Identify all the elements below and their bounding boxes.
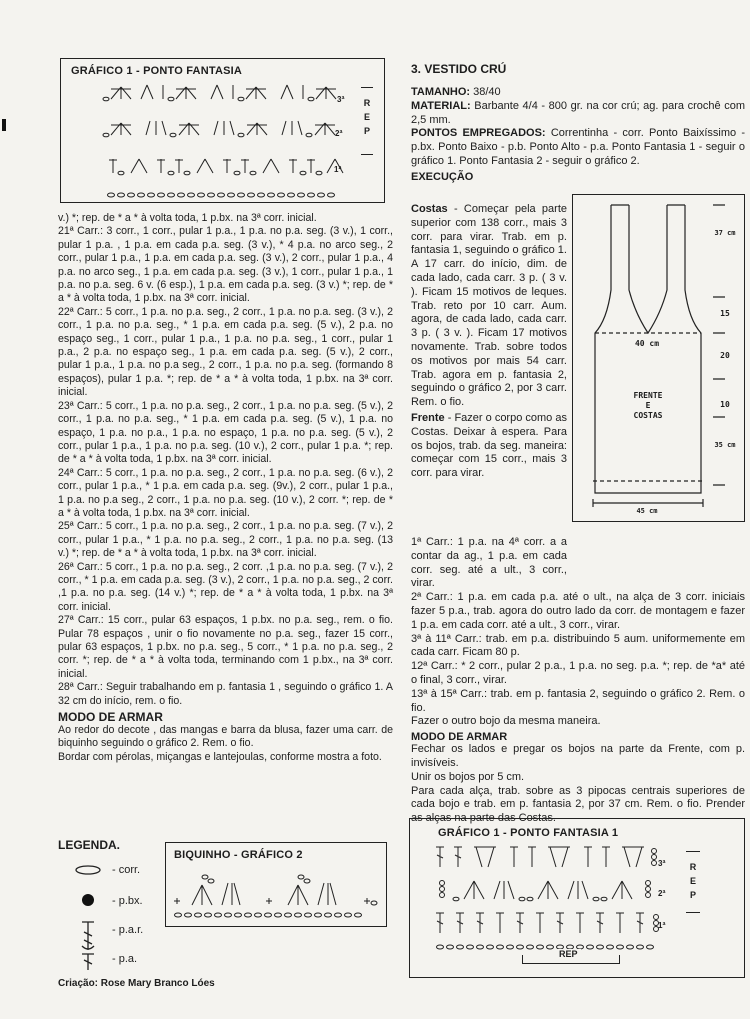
costas-text: - Começar pela parte superior com 138 corr., mais 3 corr. para virar. Trab. em p. fantasia 1, seguindo o gráfico 1. A 17 carr. do início, dim. de cada lado, cada carr. 3 p. ( 3 v. ). Ficam 15 motivos de leques. Trab. reto por 10 carr. Aum. agora, de cada lado, cada carr. 3 p. ( 3 v. ). Ficam 17 motivos novamente. Trab. sobre todos os motivos por mais 54 carr. Trab. agora em p. fantasia 2, seguindo o gráfico 2, por 3 carr. Rem. o fio.	[411, 203, 567, 409]
carr-line-3: 3ª à 11ª Carr.: trab. em p.a. distribuindo 5 aum. uniformemente em cada carr. Ficam 80 p.	[411, 632, 745, 659]
chart3-rep-e: E	[689, 876, 696, 886]
tamanho-label: TAMANHO:	[411, 86, 471, 98]
legend-corr: - corr.	[112, 864, 141, 876]
modo-line-1: Fechar os lados e pregar os bojos na parte da Frente, com p. invisíveis.	[411, 743, 745, 769]
left-para-0: v.) *; rep. de * a * à volta toda, 1 p.bx. na 3ª corr. inicial.	[58, 212, 317, 224]
chart1-row-label-3: 3ª	[337, 95, 345, 104]
left-para-21: 21ª Carr.: 3 corr., 1 corr., pular 1 p.a., 1 p.a. no p.a. seg. (3 v.), 1 corr., pular 1 p.a. , 1 p.a. em cada p.a. seg. (3 v.), * 4 p.a. no arco seg., 2 corr., pular 1 p.a., 1 p.a. em cada p.a. seg. (3 v.), 2 corr., pular 1 p.a., 4 p.a. no arco seg., 1 p.a. em cada p.a. seg. (3 v.), 1 corr., pular 1 p.a., 1 p.a. no p.a. seg. 6 v. (6 esp.), 1 p.a. em cada p.a. seg. (3 v.) *; rep. de * a * à volta toda, 1 p.bx. na 3ª corr. inicial.	[58, 225, 393, 305]
chart1-box	[60, 58, 385, 203]
left-para-25: 25ª Carr.: 5 corr., 1 p.a. no p.a. seg., 2 corr., 1 p.a. no p.a. seg. (7 v.), 2 corr., pular 1 p.a., * 1 p.a. no p.a. seg., 2 corr., 1 p.a. no p.a. seg. (13 v.) *; rep. de * a * à volta toda, 1 p.bx. na 3ª corr. inicial.	[58, 520, 393, 560]
chart1-row-label-1: 1ª	[334, 165, 342, 174]
chart3-row-label-2: 2ª	[658, 889, 666, 898]
left-modo-p1: Ao redor do decote , das mangas e barra da blusa, fazer uma carr. de biquinho seguindo o gráfico 2. Rem. o fio.	[58, 724, 393, 750]
chart3-row-label-3: 3ª	[658, 859, 666, 868]
dc-icon	[82, 954, 94, 970]
chart1-rep-e: E	[363, 112, 370, 122]
dress-width-40: 40 cm	[634, 339, 660, 348]
chart1-rep-p: P	[363, 126, 370, 136]
chart3-row3-stitches	[436, 847, 657, 867]
carr-line-12: 12ª Carr.: * 2 corr., pular 2 p.a., 1 p.a. no seg. p.a. *; rep. de *a* até o final, 3 corr., virar.	[411, 660, 745, 686]
costas-label: Costas	[411, 203, 448, 215]
left-modo-p2: Bordar com pérolas, miçangas e lantejoulas, conforme mostra a foto.	[58, 750, 382, 763]
costas-block	[411, 203, 567, 481]
right-heading: 3. VESTIDO CRÚ	[411, 62, 507, 76]
chart2-title: BIQUINHO - GRÁFICO 2	[174, 849, 303, 861]
right-carr-block	[411, 536, 745, 826]
legend-par: - p.a.r.	[112, 924, 144, 936]
chain-icon	[76, 866, 100, 874]
chart3-rep-p: P	[689, 890, 696, 900]
frente-text: - Fazer o corpo como as Costas. Deixar à espera. Para os bojos, trab. da seg. maneira: começar com 15 corr., mais 3 corr. para virar.	[411, 411, 567, 480]
chart1-chain-links	[103, 97, 322, 175]
dress-h-35: 35 cm	[714, 441, 736, 449]
chart3-box	[409, 818, 745, 978]
chart1-row3-stitches	[111, 85, 336, 99]
left-para-26: 26ª Carr.: 5 corr., 1 p.a. no p.a. seg., 2 corr. ,1 p.a. no p.a. seg. (7 v.), 2 corr., * 1 p.a. em cada p.a. seg. (3 v.), 2 corr., 1 p.a. no p.a. seg., 2 corr. ,1 p.a. no p.a. seg. (14 v.) *; rep. de * a * à volta toda, 1 p.bx. na 3ª corr. inicial.	[58, 560, 393, 613]
legend-pa: - p.a.	[112, 953, 138, 965]
right-modo-heading: MODO DE ARMAR	[411, 731, 508, 744]
chart3-row1-stitches	[436, 913, 659, 933]
chart1-row1-stitches	[109, 159, 343, 173]
chart3-symbols	[434, 843, 664, 955]
dress-h-20: 20	[720, 351, 730, 360]
frente-label: Frente	[411, 411, 445, 424]
chart1-title: GRÁFICO 1 - PONTO FANTASIA	[71, 65, 243, 77]
dress-label-costas: COSTAS	[633, 411, 663, 420]
right-intro	[411, 86, 745, 183]
legend-symbols	[74, 860, 104, 972]
carr-line-2: 2ª Carr.: 1 p.a. em cada p.a. até o ult., na alça de 3 corr. iniciais fazer 5 p.a., trab. agora do outro lado da corr. de montagem e fazer 1 p.a. em cada corr. até a ult., 3 corr., virar.	[411, 591, 745, 631]
dress-h-10: 10	[720, 400, 730, 409]
dress-width-45: 45 cm	[636, 507, 658, 515]
legend-pbx: - p.bx.	[112, 895, 143, 907]
raised-dc-icon	[82, 922, 94, 950]
left-para-24: 24ª Carr.: 5 corr., 1 p.a. no p.a. seg., 2 corr., 1 p.a. no p.a. seg. (6 v.), 2 corr., pular 1 p.a., * 1 p.a. em cada p.a. seg. (9v.), 2 corr., pular 1 p.a., 1 p.a. no p.a seg., 2 corr., 1 p.a. no p.a. seg. (10 v.), 2 corr. *; rep. de * a * à volta toda, 1 p.bx. na 3ª corr. inicial.	[58, 466, 393, 519]
chart2-box	[165, 842, 387, 927]
carr-line-1: 1ª Carr.: 1 p.a. na 4ª corr. a a contar da ag., 1 p.a. em cada corr. seg. até a ult., 3 corr., virar.	[411, 536, 567, 590]
chart1-rep-r: R	[363, 98, 371, 108]
left-para-28: 28ª Carr.: Seguir trabalhando em p. fantasia 1 , seguindo o gráfico 1. A 32 cm do início, rem. o fio.	[58, 681, 393, 707]
chart1-chain-base	[108, 193, 335, 197]
tamanho-value: 38/40	[473, 86, 501, 98]
modo-line-3: Para cada alça, trab. sobre as 3 pipocas centrais superiores de cada bojo e trab. em p. fantasia 2, por 37 cm. Rem. o fio. Prender as alças na parte das Costas.	[411, 784, 745, 825]
left-para-23: 23ª Carr.: 5 corr., 1 p.a. no p.a. seg., 2 corr., 1 p.a. no p.a. seg. (5 v.), 2 corr., 1 p.a. no p.a. seg., * 1 p.a. em cada p.a. seg. (5 v.), 1 p.a. no espaço, 1 p.a. no p.a., 1 p.a. no espaço, 1 p.a. no p.a. seg. (5 v.), 2 corr., pular 1 p.a., 1 p.a. no p.a. seg. (10 v.), 2 corr., pular 1 p.a. *; rep. de * a * à volta toda, 1 p.bx. na 3ª corr. inicial.	[58, 399, 393, 466]
chart3-title: GRÁFICO 1 - PONTO FANTASIA 1	[438, 827, 619, 839]
credit: Criação: Rose Mary Branco Lóes	[58, 978, 215, 989]
left-column	[58, 212, 393, 764]
pontos-label: PONTOS EMPREGADOS:	[411, 127, 546, 140]
dress-label-e: E	[645, 401, 651, 410]
chart2-symbols	[170, 867, 384, 923]
material-value: Barbante 4/4 - 800 gr. na cor crú; ag. para crochê com 2,5 mm.	[411, 99, 745, 126]
margin-mark	[2, 119, 6, 131]
left-para-27: 27ª Carr.: 15 corr., pular 63 espaços, 1 p.bx. no p.a. seg., rem. o fio. Pular 78 espaços , unir o fio novamente no p.a. seg., fazer 15 corr., pular 63 espaços, 1 p.bx. no p.a. seg., 5 corr., * 1 p.a. no p.a. seg., 2 corr. *; rep. de * a * à volta toda, terminando com 1 p.bx., na 3ª corr. inicial.	[58, 614, 393, 680]
dress-diagram	[572, 194, 745, 522]
chart3-row-label-1: 1ª	[658, 921, 666, 930]
chart3-chain-base	[437, 945, 654, 949]
chart3-row2-stitches	[440, 881, 651, 901]
carr-line-13: 13ª à 15ª Carr.: trab. em p. fantasia 2, seguindo o gráfico 2. Rem. o fio.	[411, 687, 745, 714]
dress-label-frente: FRENTE	[633, 391, 663, 400]
chart3-rep-r: R	[689, 862, 697, 872]
legend-title: LEGENDA.	[58, 838, 121, 852]
left-modo-heading: MODO DE ARMAR	[58, 710, 163, 725]
dress-h-15: 15	[720, 309, 730, 318]
chart1-symbols	[101, 77, 351, 201]
chart3-rep-bottom: REP	[556, 949, 581, 959]
chart1-row-label-2: 2ª	[335, 129, 343, 138]
material-label: MATERIAL:	[411, 99, 471, 112]
execucao-heading: EXECUÇÃO	[411, 170, 474, 183]
modo-line-2: Unir os bojos por 5 cm.	[411, 770, 525, 783]
left-para-22: 22ª Carr.: 5 corr., 1 p.a. no p.a. seg., 2 corr., 1 p.a. no p.a. seg. (3 v.), 2 corr., 1 p.a. no p.a. seg., * 1 p.a. em cada p.a. seg. (5 v.), 2 p.a. no espaço seg., 1 corr., pular 1 p.a., 1 p.a. no p.a. seg., 1 corr., pular 1 p.a., 2 p.a. no espaço seg., 1 p.a. em cada p.a. seg. (5 v.), 2 corr., pular 1 p.a., 1 p.a. no p.a seg., 2 corr., 1 p.a. no p.a. seg. (formando 8 espaços), pular 1 p.a. *; rep. de * a * à volta toda, 1 p.bx. na 3ª corr. inicial.	[58, 305, 393, 399]
slip-stitch-icon	[82, 894, 94, 906]
pontos-value: Correntinha - corr. Ponto Baixíssimo - p.bx. Ponto Baixo - p.b. Ponto Alto - p.a. Ponto Fantasia 1 - seguir o gráfico 1. Ponto Fantasia 2 - seguir o gráfico 2.	[411, 127, 745, 167]
carr-line-outro: Fazer o outro bojo da mesma maneira.	[411, 715, 601, 728]
dress-h-37: 37 cm	[714, 229, 736, 237]
chart1-row2-stitches	[111, 121, 335, 135]
